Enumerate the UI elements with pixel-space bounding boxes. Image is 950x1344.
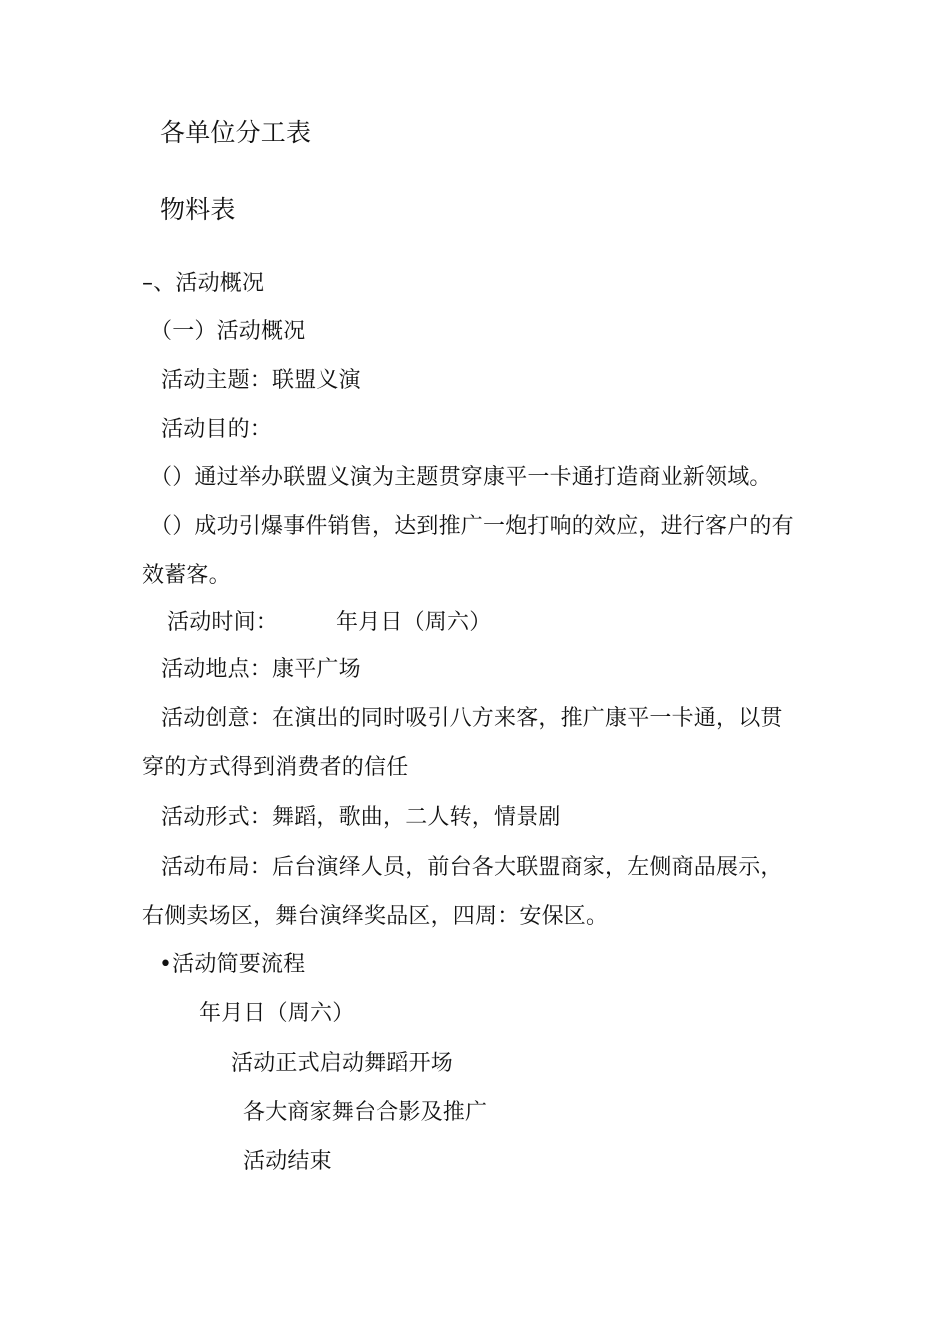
- purpose-item-1: （）通过举办联盟义演为主题贯穿康平一卡通打造商业新领域。: [150, 465, 772, 490]
- section-heading: –、活动概况: [142, 271, 265, 296]
- activity-idea-line1: 活动创意：在演出的同时吸引八方来客，推广康平一卡通，以贯: [161, 706, 783, 731]
- subsection-heading: （一）活动概况: [150, 319, 306, 344]
- purpose-item-2-line2: 效蓄客。: [142, 563, 231, 588]
- flow-heading: •活动简要流程: [159, 952, 306, 977]
- activity-time-value: 年月日（周六）: [336, 610, 492, 635]
- activity-idea-line2: 穿的方式得到消费者的信任: [142, 755, 409, 780]
- toc-item-division: 各单位分工表: [160, 118, 312, 147]
- activity-time-label: 活动时间：: [167, 610, 279, 635]
- purpose-item-2-line1: （）成功引爆事件销售，达到推广一炮打响的效应，进行客户的有: [150, 514, 794, 539]
- flow-date: 年月日（周六）: [199, 1001, 355, 1026]
- toc-item-materials: 物料表: [160, 195, 236, 224]
- purpose-label: 活动目的：: [161, 417, 273, 442]
- flow-step-1: 活动正式启动舞蹈开场: [231, 1051, 454, 1076]
- flow-step-2: 各大商家舞台合影及推广: [243, 1100, 488, 1125]
- activity-place: 活动地点：康平广场: [161, 657, 361, 682]
- activity-theme: 活动主题：联盟义演: [161, 368, 361, 393]
- activity-form: 活动形式：舞蹈，歌曲，二人转，情景剧: [161, 805, 561, 830]
- activity-layout-line2: 右侧卖场区，舞台演绎奖品区，四周：安保区。: [142, 904, 609, 929]
- flow-step-3: 活动结束: [243, 1149, 332, 1174]
- activity-layout-line1: 活动布局：后台演绎人员，前台各大联盟商家，左侧商品展示，: [161, 855, 783, 880]
